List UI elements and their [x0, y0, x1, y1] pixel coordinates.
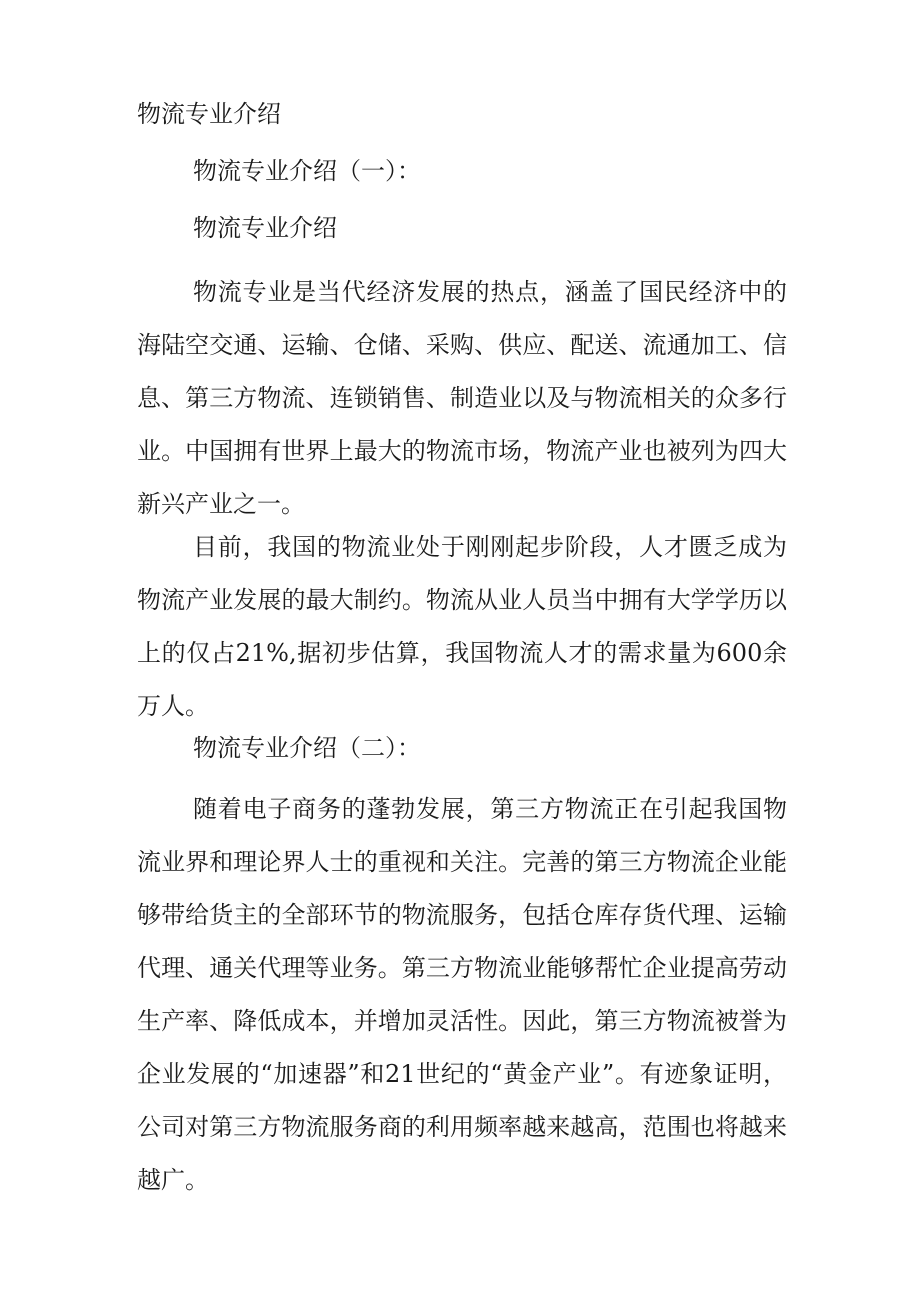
section-1-paragraph-1: 物流专业是当代经济发展的热点，涵盖了国民经济中的海陆空交通、运输、仓储、采购、供应、配送、流通加工、信息、第三方物流、连锁销售、制造业以及与物流相关的众多行业。中国拥有世界上最大的物流市场，物流产业也被列为四大新兴产业之一。 — [137, 278, 787, 518]
document-title: 物流专业介绍 — [137, 100, 281, 128]
section-2-heading: 物流专业介绍（二）： — [193, 734, 421, 762]
section-2-paragraph-1: 随着电子商务的蓬勃发展，第三方物流正在引起我国物流业界和理论界人士的重视和关注。完善的第三方物流企业能够带给货主的全部环节的物流服务，包括仓库存货代理、运输代理、通关代理等业务。第三方物流业能够帮忙企业提高劳动生产率、降低成本，并增加灵活性。因此，第三方物流被誉为企业发展的“加速器”和21世纪的“黄金产业”。有迹象证明，公司对第三方物流服务商的利用频率越来越高，范围也将越来越广。 — [137, 795, 787, 1194]
section-1-heading: 物流专业介绍（一）： — [193, 157, 421, 185]
section-1-subheading: 物流专业介绍 — [193, 214, 337, 242]
section-1-paragraph-2: 目前，我国的物流业处于刚刚起步阶段，人才匮乏成为物流产业发展的最大制约。物流从业人员当中拥有大学学历以上的仅占21%,据初步估算，我国物流人才的需求量为600余万人。 — [137, 533, 787, 720]
